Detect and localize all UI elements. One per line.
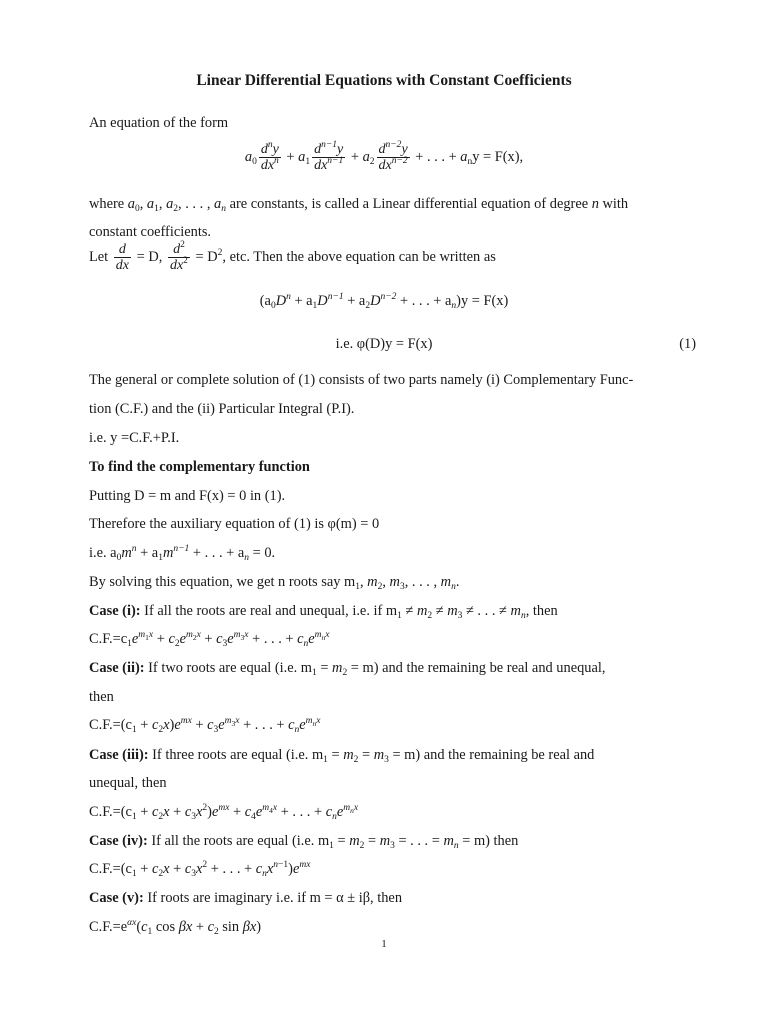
putting-line: Putting D = m and F(x) = 0 in (1). xyxy=(89,488,286,504)
page-number: 1 xyxy=(381,938,387,950)
general-solution-line-1: The general or complete solution of (1) consists of two parts namely (i) Complementary Func- xyxy=(89,372,634,388)
case-2-then: then xyxy=(89,689,114,705)
roots-line: By solving this equation, we get n roots say $m_1$, $m_2$, $m_3$, . . . , $m_n$. xyxy=(89,574,460,592)
case-2-line: Case (ii): If two roots are equal (i.e. $m_1 = m_2 = m$) and the remaining be real and unequal, xyxy=(89,660,606,678)
equation-number: (1) xyxy=(679,336,696,352)
let-line: Let $\frac{d}{dx}$ = D, $\frac{d^2}{dx^2}$ = $D^2$, etc. Then the above equation can be written as xyxy=(89,240,496,273)
constant-coeff-line: constant coefficients. xyxy=(89,224,212,240)
case-2-cf: $C.F.=(c_1 + c_2x)e^{mx} + c_3e^{m_3x}$ + . . . + $c_ne^{m_nx}$ xyxy=(89,716,321,735)
general-solution-line-2: tion (C.F.) and the (ii) Particular Integral (P.I). xyxy=(89,401,355,417)
case-3-cf: $C.F.=(c_1 + c_2x + c_3x^2)e^{mx} + c_4e^{m_4x}$ + . . . + $c_ne^{m_nx}$ xyxy=(89,803,359,822)
where-line: where $a_0$, $a_1$, $a_2$, . . . , $a_n$ are constants, is called a Linear differential equation of degree n with xyxy=(89,196,629,214)
page-title: Linear Differential Equations with Constant Coefficients xyxy=(196,72,572,89)
main-equation: $a_0$ $\frac{d^ny}{dx^n}$ + $a_1$ $\frac{d^{n-1}y}{dx^{n-1}}$ + $a_2$ $\frac{d^{n-2}y}{dx^{n-2}}$ + . . . + $a_ny = F(x)$, xyxy=(244,140,524,173)
operator-equation: ($a_0D^n + a_1D^{n-1} + a_2D^{n-2}$ + . . . + $a_n)y = F(x)$ xyxy=(259,292,509,311)
equation-1: i.e. φ(D)y = F(x) xyxy=(335,336,433,352)
case-1-cf: $C.F.=c_1e^{m_1x} + c_2e^{m_2x} + c_3e^{m_3x}$ + . . . + $c_ne^{m_nx}$ xyxy=(89,630,330,649)
case-4-line: Case (iv): If all the roots are equal (i.e. $m_1 = m_2 = m_3$ = . . . = $m_n = m$) then xyxy=(89,833,519,851)
case-3-then: unequal, then xyxy=(89,775,167,791)
auxiliary-polynomial: i.e. $a_0m^n + a_1m^{n-1}$ + . . . + $a_n = 0$. xyxy=(89,544,276,563)
case-5-line: Case (v): If roots are imaginary i.e. if m = α ± iβ, then xyxy=(89,890,403,906)
intro-text: An equation of the form xyxy=(89,115,229,131)
section-heading: To find the complementary function xyxy=(89,459,310,475)
case-3-line: Case (iii): If three roots are equal (i.e. $m_1 = m_2 = m_3 = m$) and the remaining be real and xyxy=(89,747,595,765)
ie-y-line: i.e. y =C.F.+P.I. xyxy=(89,430,180,446)
auxiliary-equation-line: Therefore the auxiliary equation of (1) is φ(m) = 0 xyxy=(89,516,380,532)
case-4-cf: $C.F.=(c_1 + c_2x + c_3x^2$ + . . . + $c_nx^{n-1})e^{mx}$ xyxy=(89,860,311,879)
case-5-cf: $C.F.=e^{\alpha x}(c_1$ $\cos \beta x + c_2$ sin βx) xyxy=(89,918,262,937)
case-1-line: Case (i): If all the roots are real and unequal, i.e. if $m_1 \ne m_2 \ne m_3$ ≠ . . . ≠ $m_n$, then xyxy=(89,603,558,621)
